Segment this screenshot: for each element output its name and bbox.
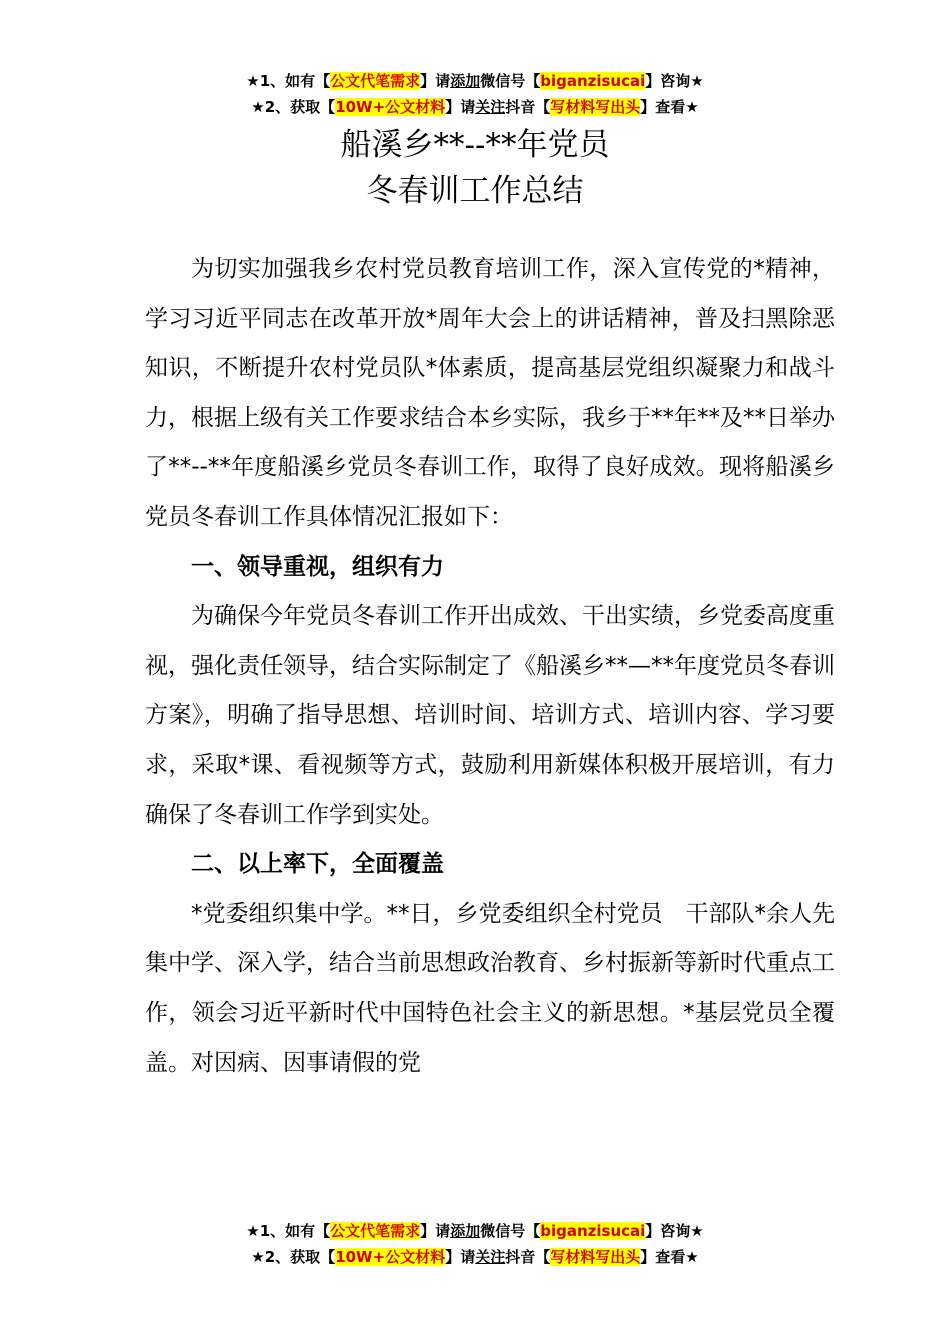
notice-highlight: 10W+公文材料 <box>335 98 446 116</box>
notice-line-2: ★2、获取【10W+公文材料】请关注抖音【写材料写出头】查看★ <box>251 1248 699 1266</box>
wechat-id: biganzisucai <box>540 72 646 90</box>
document-title <box>0 122 950 214</box>
douyin-id: 写材料写出头 <box>550 1248 641 1266</box>
notice-highlight: 10W+公文材料 <box>335 1248 446 1266</box>
document-body <box>145 245 835 1088</box>
douyin-id: 写材料写出头 <box>550 98 641 116</box>
title-line-2: 冬春训工作总结 <box>366 173 584 209</box>
notice-highlight: 公文代笔需求 <box>330 1222 421 1240</box>
section-heading-1: 一、领导重视，组织有力 <box>191 553 444 580</box>
wechat-id: biganzisucai <box>540 1222 646 1240</box>
notice-highlight: 公文代笔需求 <box>330 72 421 90</box>
paragraph-intro: 为切实加强我乡农村党员教育培训工作，深入宣传党的*精神，学习习近平同志在改革开放*周年大会上的讲话精神，普及扫黑除恶知识，不断提升农村党员队*体素质，提高基层党组织凝聚力和战斗力，根据上级有关工作要求结合本乡实际，我乡于**年**及**日举办了**--**年度船溪乡党员冬春训工作，取得了良好成效。现将船溪乡党员冬春训工作具体情况汇报如下： <box>145 256 835 530</box>
section-heading-2: 二、以上率下，全面覆盖 <box>191 851 444 878</box>
notice-line-2: ★2、获取【10W+公文材料】请关注抖音【写材料写出头】查看★ <box>251 98 699 116</box>
paragraph-section-2: *党委组织集中学。**日，乡党委组织全村党员 干部队*余人先集中学、深入学，结合当前思想政治教育、乡村振新等新时代重点工作，领会习近平新时代中国特色社会主义的新思想。*基层党员全覆盖。对因病、因事请假的党 <box>145 900 835 1076</box>
notice-line-1: ★1、如有【公文代笔需求】请添加微信号【biganzisucai】咨询★ <box>246 1222 704 1240</box>
paragraph-section-1: 为确保今年党员冬春训工作开出成效、干出实绩，乡党委高度重视，强化责任领导，结合实际制定了《船溪乡**—**年度党员冬春训方案》，明确了指导思想、培训时间、培训方式、培训内容、学习要求，采取*课、看视频等方式，鼓励利用新媒体积极开展培训，有力确保了冬春训工作学到实处。 <box>145 603 835 828</box>
top-notice <box>0 68 950 120</box>
notice-line-1: ★1、如有【公文代笔需求】请添加微信号【biganzisucai】咨询★ <box>246 72 704 90</box>
bottom-notice <box>0 1218 950 1270</box>
title-line-1: 船溪乡**--**年党员 <box>340 127 610 163</box>
